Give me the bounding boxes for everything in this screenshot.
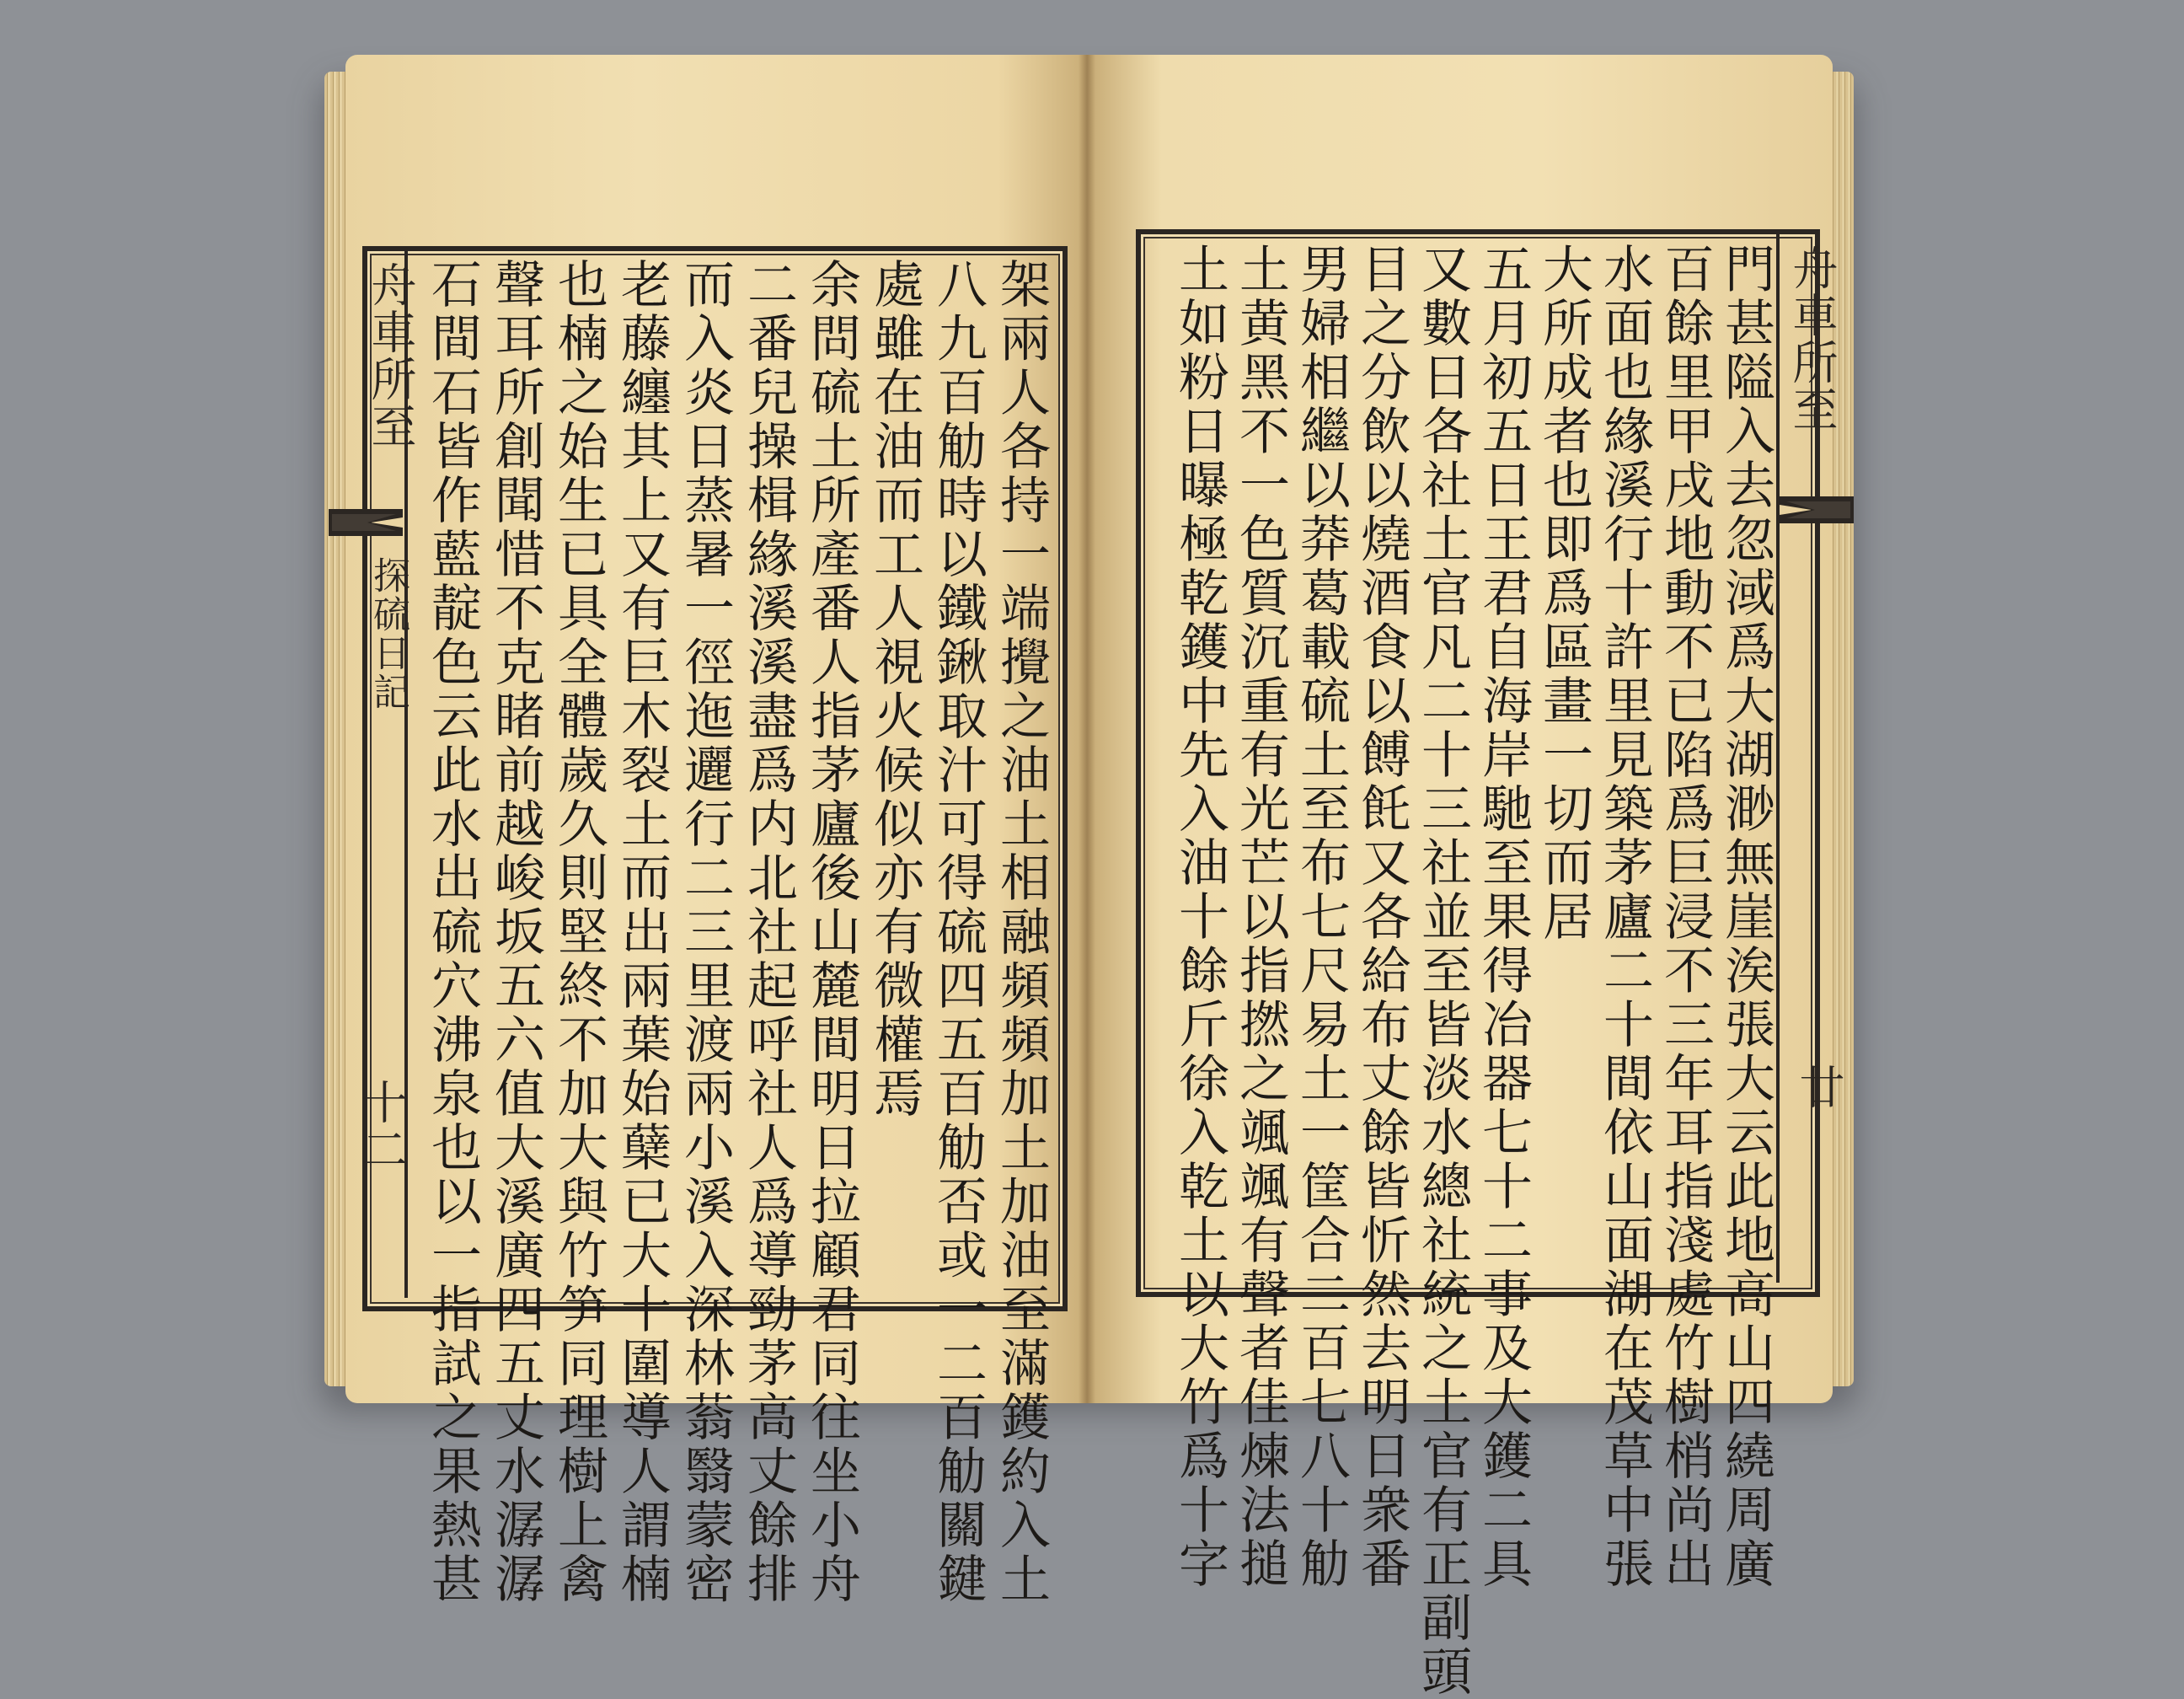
left-section-label: 探硫日記 (367, 556, 410, 711)
left-text-column-2: 八九百觔時以鐵鍬取汁可得硫四五百觔否或一二百觔關鍵 (929, 258, 988, 1606)
right-text-column-5: 五月初五日王君自海岸馳至果得冶器七十二事及大鑊二具 (1474, 243, 1533, 1591)
left-fish-tail-mark (329, 506, 403, 539)
right-text-column-10: 土如粉日曝極乾鑊中先入油十餘斤徐入乾土以大竹爲十字 (1170, 243, 1229, 1591)
left-text-column-9: 聲耳所創聞惜不克睹前越峻坂五六值大溪廣四五丈水潺潺 (486, 258, 545, 1606)
left-text-column-3: 處雖在油而工人視火候似亦有微權焉 (865, 258, 924, 1121)
right-text-column-3: 水面也緣溪行十許里見築茅廬二十間依山面湖在茂草中張 (1595, 243, 1654, 1591)
left-text-column-7: 老藤纏其上又有巨木裂土而出兩葉始蘖已大十圍導人謂楠 (613, 258, 672, 1606)
left-text-column-1: 架兩人各持一端攪之油土相融頻頻加土加油至滿鑊約入土 (992, 258, 1051, 1606)
left-text-column-10: 石間石皆作藍靛色云此水出硫穴沸泉也以一指試之果熱甚 (423, 258, 482, 1606)
right-text-column-2: 百餘里甲戌地動不已陷爲巨浸不三年耳指淺處竹樹梢尚出 (1656, 243, 1715, 1591)
right-fish-tail-mark (1780, 493, 1854, 527)
right-text-column-8: 男婦相繼以莽葛載硫土至布七尺易土一筐合二百七八十觔 (1292, 243, 1351, 1591)
right-text-column-4: 大所成者也即爲區畫一切而居 (1534, 243, 1593, 944)
right-text-column-9: 土黄黑不一色質沉重有光芒以指撚之颯颯有聲者佳煉法搥 (1231, 243, 1290, 1591)
right-text-column-6: 又數日各社土官凡二十三社並至皆淡水總社統之土官有正副頭 (1413, 243, 1472, 1699)
right-margin-title: 舟車所至 (1785, 244, 1839, 433)
left-text-column-6: 而入炎日蒸暑一徑迤邐行二三里渡兩小溪入深林蓊翳蒙密 (676, 258, 735, 1606)
right-text-column-7: 目之分飲以燒酒食以餺飥又各給布丈餘皆忻然去明日衆番 (1352, 243, 1411, 1591)
left-folio-number: 十二 (355, 1079, 408, 1173)
right-text-column-1: 門甚隘入去忽淢爲大湖渺無崖涘張大云此地高山四繞周廣 (1716, 243, 1775, 1591)
left-text-column-8: 也楠之始生已具全體歲久則堅終不加大與竹笋同理樹上禽 (549, 258, 608, 1606)
left-text-column-5: 二番兒操楫緣溪溪盡爲内北社起呼社人爲導勁茅高丈餘排 (739, 258, 798, 1606)
book-gutter (1079, 55, 1095, 1403)
left-margin-title: 舟車所至 (364, 261, 417, 450)
left-text-column-4: 余問硫土所產番人指茅廬後山麓間明日拉顧君同往坐小舟 (802, 258, 861, 1606)
right-folio-number: 廿 (1792, 1064, 1845, 1111)
